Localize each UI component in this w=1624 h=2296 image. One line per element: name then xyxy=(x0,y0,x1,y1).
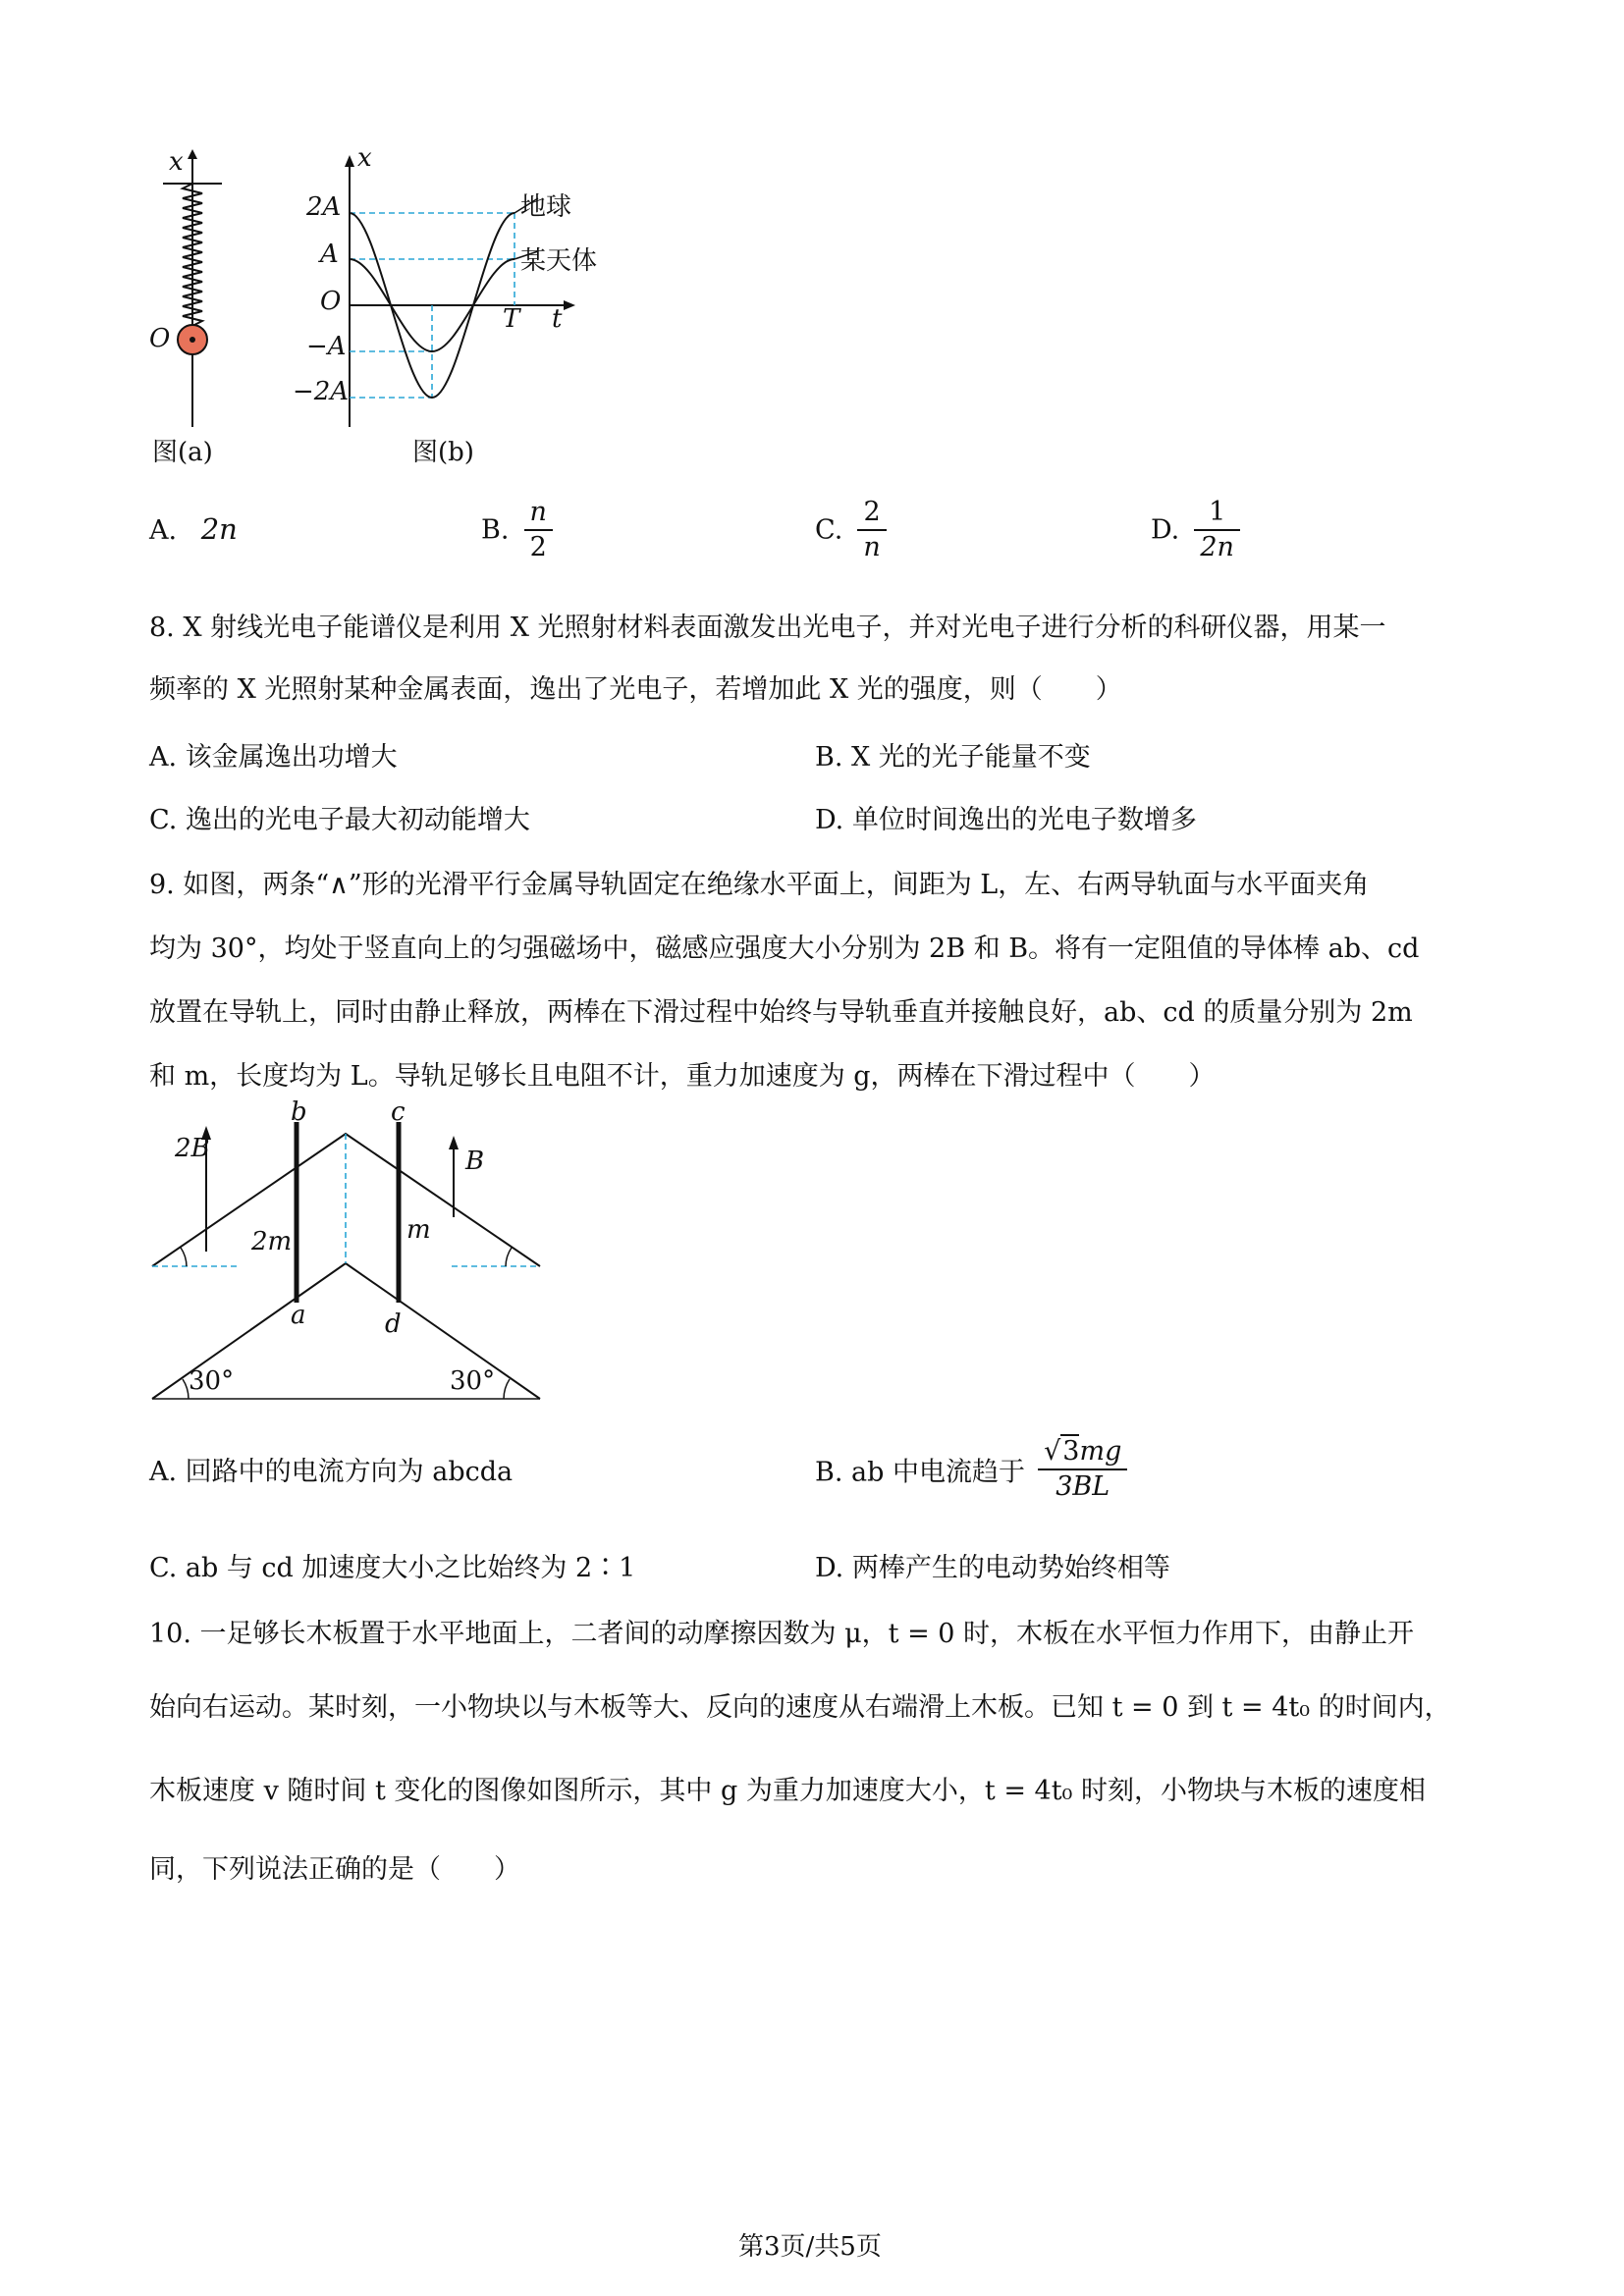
q7-option-b-den: 2 xyxy=(524,529,553,564)
tick-2A: 2A xyxy=(306,192,342,222)
q9-option-b-num-rest: mg xyxy=(1079,1436,1122,1467)
q9-line-3: 放置在导轨上，同时由静止释放，两棒在下滑过程中始终与导轨垂直并接触良好，ab、cd 的质量分别为 2m xyxy=(149,997,1413,1028)
mass-right-label: m xyxy=(406,1215,431,1245)
rod-c-label: c xyxy=(391,1097,406,1127)
q7-option-b-num: n xyxy=(529,497,547,527)
graph-y-axis-label: x xyxy=(357,143,372,173)
curve-earth-label: 地球 xyxy=(520,192,572,222)
q9-option-d[interactable]: D. 两棒产生的电动势始终相等 xyxy=(815,1553,1170,1583)
q7-option-b[interactable] xyxy=(481,496,553,564)
q7-option-a-value: 2n xyxy=(200,512,238,546)
tick-T: T xyxy=(503,304,520,334)
tick-A: A xyxy=(320,240,339,269)
q7-option-a[interactable] xyxy=(149,512,238,546)
q9-option-a[interactable]: A. 回路中的电流方向为 abcda xyxy=(149,1457,514,1487)
field-left-label: 2B xyxy=(175,1134,210,1163)
q7-option-d-label: D. xyxy=(1151,514,1180,546)
origin-label: O xyxy=(320,287,342,316)
q7-option-d-den: 2n xyxy=(1194,529,1240,564)
spring-axis-label: x xyxy=(169,147,184,177)
q8-option-a[interactable]: A. 该金属逸出功增大 xyxy=(149,742,398,773)
q8-option-b[interactable]: B. X 光的光子能量不变 xyxy=(815,742,1091,773)
figure-b-caption: 图(b) xyxy=(412,438,474,467)
q9-option-b-num: √3mg xyxy=(1044,1436,1122,1467)
q7-option-c-num: 2 xyxy=(863,497,881,527)
q7-option-c-label: C. xyxy=(815,514,843,546)
q7-option-d-fraction xyxy=(1194,496,1240,564)
q9-option-b-root: 3 xyxy=(1062,1436,1080,1467)
q10-line-1: 10. 一足够长木板置于水平地面上，二者间的动摩擦因数为 μ，t = 0 时，木板在水平恒力作用下，由静止开 xyxy=(149,1619,1415,1649)
curve-body-label: 某天体 xyxy=(520,246,598,276)
rod-a-label: a xyxy=(291,1301,306,1330)
rod-b-label: b xyxy=(291,1097,307,1127)
angle-left-label: 30° xyxy=(189,1366,235,1396)
rod-d-label: d xyxy=(385,1309,402,1339)
q10-line-2: 始向右运动。某时刻，一小物块以与木板等大、反向的速度从右端滑上木板。已知 t = 0 到 t = 4t₀ 的时间内， xyxy=(149,1692,1451,1723)
q9-option-c[interactable]: C. ab 与 cd 加速度大小之比始终为 2∶1 xyxy=(149,1553,636,1583)
q7-option-d[interactable] xyxy=(1151,496,1240,564)
page-number: 第3页/共5页 xyxy=(738,2232,882,2262)
field-right-label: B xyxy=(465,1147,485,1176)
q10-line-3: 木板速度 v 随时间 t 变化的图像如图所示，其中 g 为重力加速度大小，t = 4t₀ 时刻，小物块与木板的速度相 xyxy=(149,1776,1426,1806)
figure-a-spring xyxy=(147,147,236,432)
q8-line-2: 频率的 X 光照射某种金属表面，逸出了光电子，若增加此 X 光的强度，则（ ） xyxy=(149,674,1122,705)
q7-option-b-fraction xyxy=(524,496,553,564)
mass-left-label: 2m xyxy=(251,1227,293,1256)
q10-line-4: 同，下列说法正确的是（ ） xyxy=(149,1854,520,1885)
graph-x-axis-label: t xyxy=(552,304,563,334)
q7-option-d-num: 1 xyxy=(1209,497,1226,527)
tick-negA: −A xyxy=(306,332,347,361)
q7-option-c[interactable] xyxy=(815,496,887,564)
figure-a-caption: 图(a) xyxy=(152,438,213,467)
q9-option-b[interactable] xyxy=(815,1435,1127,1504)
tick-neg2A: −2A xyxy=(293,377,350,406)
spring-origin-label: O xyxy=(149,324,171,353)
q8-line-1: 8. X 射线光电子能谱仪是利用 X 光照射材料表面激发出光电子，并对光电子进行分析的科研仪器，用某一 xyxy=(149,613,1386,643)
angle-right-label: 30° xyxy=(450,1366,496,1396)
q7-option-c-fraction xyxy=(857,496,886,564)
q9-option-b-fraction xyxy=(1038,1435,1127,1504)
q7-option-b-label: B. xyxy=(481,514,510,546)
q9-option-b-den: 3BL xyxy=(1038,1468,1127,1504)
q9-line-4: 和 m，长度均为 L。导轨足够长且电阻不计，重力加速度为 g，两棒在下滑过程中（ ） xyxy=(149,1061,1216,1092)
q7-option-a-label: A. xyxy=(149,515,178,546)
q7-option-c-den: n xyxy=(857,529,886,564)
q8-option-d[interactable]: D. 单位时间逸出的光电子数增多 xyxy=(815,805,1197,835)
q9-line-1: 9. 如图，两条“∧”形的光滑平行金属导轨固定在绝缘水平面上，间距为 L，左、右两导轨面与水平面夹角 xyxy=(149,870,1370,900)
q9-line-2: 均为 30°，均处于竖直向上的匀强磁场中，磁感应强度大小分别为 2B 和 B。将有一定阻值的导体棒 ab、cd xyxy=(149,934,1420,964)
q8-option-c[interactable]: C. 逸出的光电子最大初动能增大 xyxy=(149,805,530,835)
q9-option-b-prefix: B. ab 中电流趋于 xyxy=(815,1457,1025,1488)
